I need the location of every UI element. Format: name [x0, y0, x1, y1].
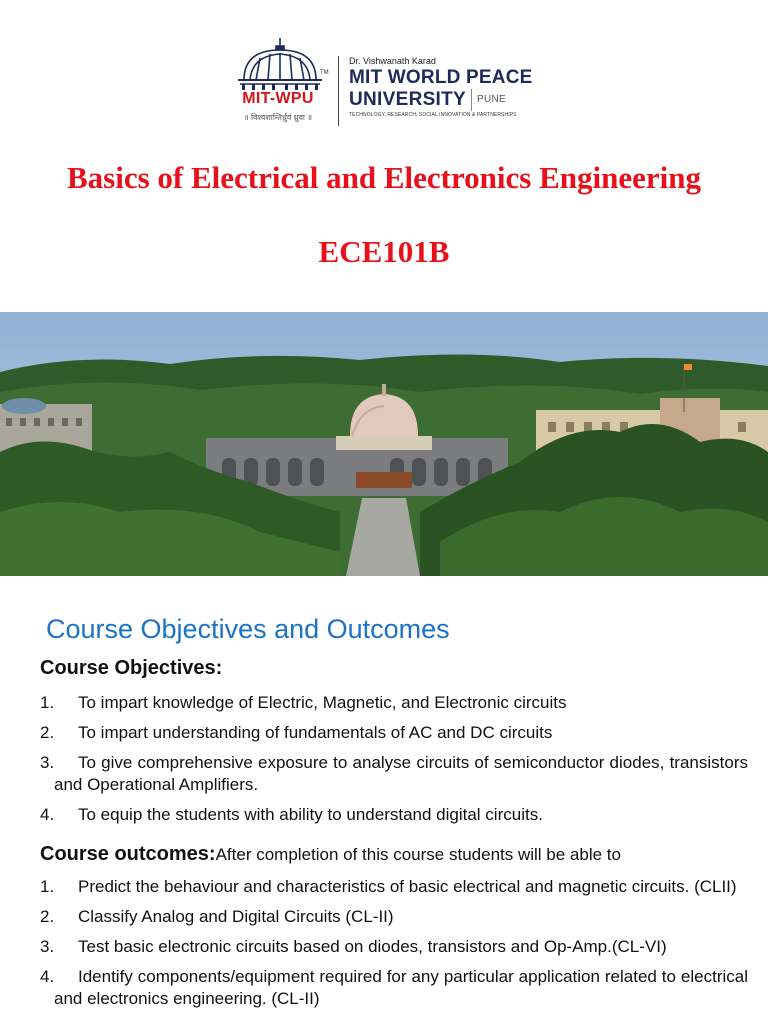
objectives-heading: Course Objectives: [40, 657, 223, 679]
list-item [40, 722, 748, 744]
list-number: 2. [40, 907, 55, 926]
logo-founder: Dr. Vishwanath Karad [349, 56, 436, 66]
logo-wordmark [349, 56, 549, 119]
list-number: 3. [40, 753, 55, 772]
list-number: 2. [40, 723, 55, 742]
logo-motto: ॥ विश्वशान्तिर्ध्रुवं ध्रुवा ॥ [243, 113, 313, 122]
campus-dome-building-image [0, 312, 768, 576]
logo-university-word: UNIVERSITY [349, 89, 467, 110]
list-text: Classify Analog and Digital Circuits (CL-II) [78, 907, 394, 926]
list-text: Test basic electronic circuits based on diodes, transistors and Op-Amp.(CL-VI) [78, 937, 667, 956]
logo-university-line1: MIT WORLD PEACE [349, 67, 533, 88]
list-item [40, 804, 748, 826]
logo-city: PUNE [471, 89, 506, 111]
outcomes-list [40, 876, 748, 1010]
outcomes-heading-label: Course outcomes: [40, 843, 216, 865]
list-text: Identify components/equipment required for any particular application related to electrical and electronics engineering. (CL-II) [54, 967, 748, 1008]
list-item [40, 752, 748, 796]
logo-university-line2 [349, 89, 549, 111]
section-heading: Course Objectives and Outcomes [46, 614, 450, 644]
list-number: 3. [40, 937, 55, 956]
list-item [40, 906, 748, 928]
logo-divider [338, 56, 339, 126]
list-item [40, 966, 748, 1010]
university-logo [230, 36, 550, 128]
objectives-list [40, 692, 748, 826]
outcomes-intro: After completion of this course students will be able to [215, 845, 621, 864]
list-item [40, 936, 748, 958]
trademark-mark: TM [320, 70, 329, 76]
list-number: 4. [40, 967, 55, 986]
list-number: 4. [40, 805, 55, 824]
list-item [40, 876, 748, 898]
list-text: To impart knowledge of Electric, Magnetic, and Electronic circuits [78, 693, 567, 712]
document-title: Basics of Electrical and Electronics Engineering [66, 160, 702, 195]
logo-acronym: MIT-WPU [242, 90, 314, 107]
list-number: 1. [40, 693, 55, 712]
list-text: To give comprehensive exposure to analyse circuits of semiconductor diodes, transistors and Operational Amplifiers. [54, 753, 748, 794]
course-code: ECE101B [318, 234, 450, 269]
list-text: To equip the students with ability to understand digital circuits. [78, 805, 543, 824]
logo-tagline: TECHNOLOGY, RESEARCH, SOCIAL INNOVATION & PARTNERSHIPS [349, 112, 517, 118]
outcomes-heading [40, 843, 621, 866]
list-text: Predict the behaviour and characteristics of basic electrical and magnetic circuits. (CLII) [78, 877, 737, 896]
list-number: 1. [40, 877, 55, 896]
list-text: To impart understanding of fundamentals of AC and DC circuits [78, 723, 553, 742]
list-item [40, 692, 748, 714]
